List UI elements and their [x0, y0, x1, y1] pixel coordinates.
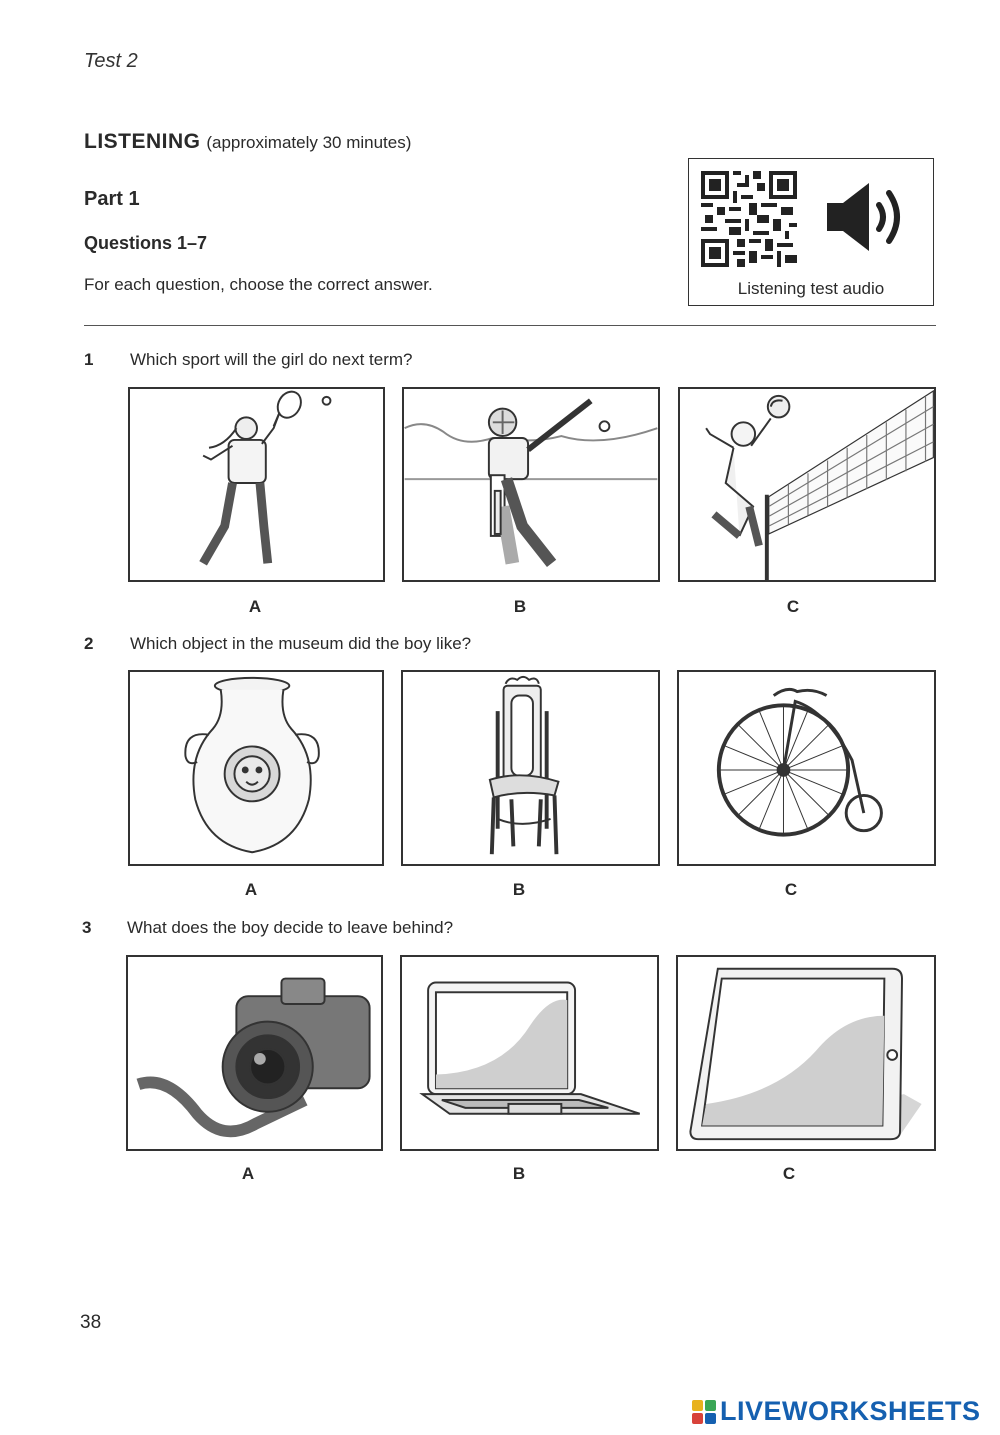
- audio-box[interactable]: [688, 158, 934, 306]
- question-text: Which object in the museum did the boy like?: [130, 634, 472, 653]
- option-label-c: C: [786, 597, 800, 616]
- question-text: Which sport will the girl do next term?: [130, 350, 413, 369]
- option-label-b: B: [512, 880, 526, 899]
- audio-caption: Listening test audio: [737, 279, 885, 298]
- camera-illustration: [128, 957, 381, 1149]
- option-picture-tablet[interactable]: [676, 955, 936, 1151]
- option-picture-bicycle[interactable]: [677, 670, 936, 866]
- section-title: [84, 130, 411, 154]
- question-number: 3: [82, 918, 92, 937]
- test-label: Test 2: [84, 50, 138, 72]
- speaker-icon[interactable]: [823, 177, 913, 257]
- question-number: 2: [84, 634, 94, 653]
- page-number: 38: [80, 1312, 102, 1333]
- option-picture-volleyball[interactable]: [678, 387, 936, 582]
- option-label-b: B: [512, 1164, 526, 1183]
- cricket-batter-illustration: [404, 389, 658, 580]
- question-number: 1: [84, 350, 94, 369]
- qr-code-icon[interactable]: [701, 171, 797, 267]
- option-label-b: B: [513, 597, 527, 616]
- part-heading: Part 1: [84, 188, 140, 210]
- option-picture-cricket[interactable]: [402, 387, 660, 582]
- section-title-main: LISTENING: [84, 130, 201, 153]
- tennis-player-illustration: [130, 389, 383, 580]
- option-label-c: C: [782, 1164, 796, 1183]
- section-title-duration: (approximately 30 minutes): [206, 133, 412, 152]
- liveworksheets-logo[interactable]: [692, 1396, 981, 1427]
- instruction-text: For each question, choose the correct answer.: [84, 275, 433, 294]
- laptop-illustration: [402, 957, 657, 1149]
- volleyball-player-illustration: [680, 389, 934, 580]
- option-picture-vase[interactable]: [128, 670, 384, 866]
- tablet-illustration: [678, 957, 934, 1149]
- option-label-c: C: [784, 880, 798, 899]
- liveworksheets-logo-icon: [692, 1400, 716, 1424]
- option-picture-chair[interactable]: [401, 670, 660, 866]
- questions-range: Questions 1–7: [84, 233, 208, 253]
- option-picture-camera[interactable]: [126, 955, 383, 1151]
- liveworksheets-brand: LIVEWORKSHEETS: [720, 1396, 981, 1426]
- lion-vase-illustration: [130, 672, 382, 864]
- option-label-a: A: [244, 880, 258, 899]
- option-picture-laptop[interactable]: [400, 955, 659, 1151]
- question-text: What does the boy decide to leave behind?: [127, 918, 454, 937]
- divider: [84, 325, 936, 326]
- option-label-a: A: [248, 597, 262, 616]
- option-label-a: A: [241, 1164, 255, 1183]
- penny-farthing-illustration: [679, 672, 934, 864]
- ornate-chair-illustration: [403, 672, 658, 864]
- option-picture-tennis[interactable]: [128, 387, 385, 582]
